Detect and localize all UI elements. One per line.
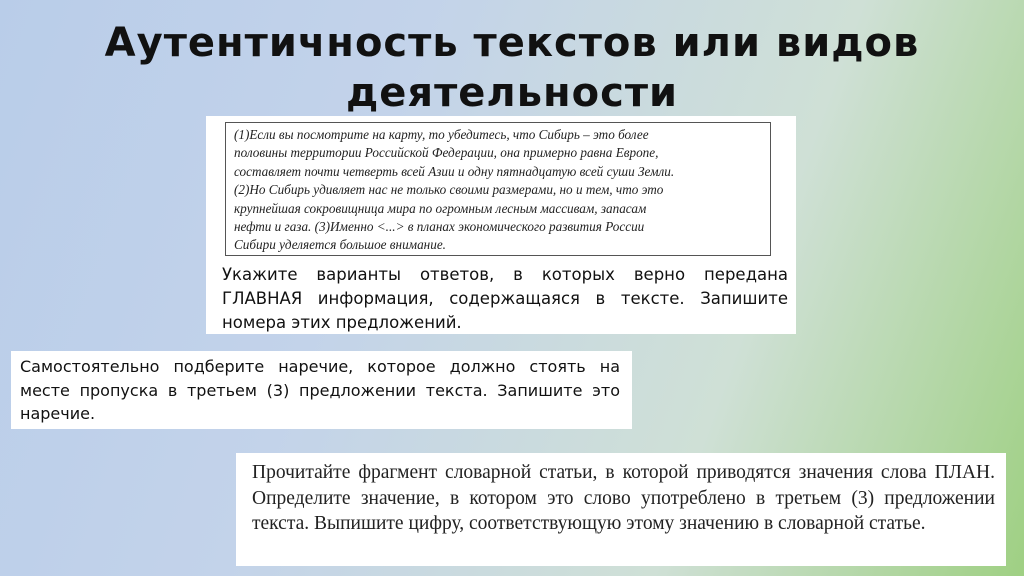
slide-title-line-2: деятельности — [345, 70, 679, 116]
adverb-task-text: Самостоятельно подберите наречие, которое должно стоять на месте пропуска в третьем (3) предложении текста. Запишите это наречие. — [20, 357, 620, 423]
adverb-task-card — [11, 351, 632, 429]
passage-line: половины территории Российской Федерации, она примерно равна Европе, — [234, 145, 659, 161]
passage-line: составляет почти четверть всей Азии и одну пятнадцатую всей суши Земли. — [234, 163, 675, 179]
passage-line: (2)Но Сибирь удивляет нас не только своими размерами, но и тем, что это — [234, 182, 664, 198]
dictionary-task-text: Прочитайте фрагмент словарной статьи, в которой приводятся значения слова ПЛАН. Определите значение, в котором это слово употреблено в третьем (3) предложении текста. Выпишите цифру, соответствующую этому значению в словарной статье. — [252, 462, 995, 534]
passage-line: (1)Если вы посмотрите на карту, то убедитесь, что Сибирь – это более — [234, 127, 649, 142]
passage-line: Сибири уделяется большое внимание. — [234, 237, 446, 253]
reading-passage — [225, 122, 771, 256]
passage-line: нефти и газа. (3)Именно <...> в планах экономического развития России — [234, 219, 645, 235]
slide-title-line-1: Аутентичность текстов или видов — [104, 20, 920, 66]
passage-line: крупнейшая сокровищница мира по огромным лесным массивам, запасам — [234, 200, 647, 216]
dictionary-task-card — [236, 453, 1006, 566]
slide-title — [0, 18, 1024, 118]
reading-task-card — [206, 116, 796, 334]
main-info-task-text: Укажите варианты ответов, в которых верно передана ГЛАВНАЯ информация, содержащаяся в тексте. Запишите номера этих предложений. — [222, 265, 788, 332]
